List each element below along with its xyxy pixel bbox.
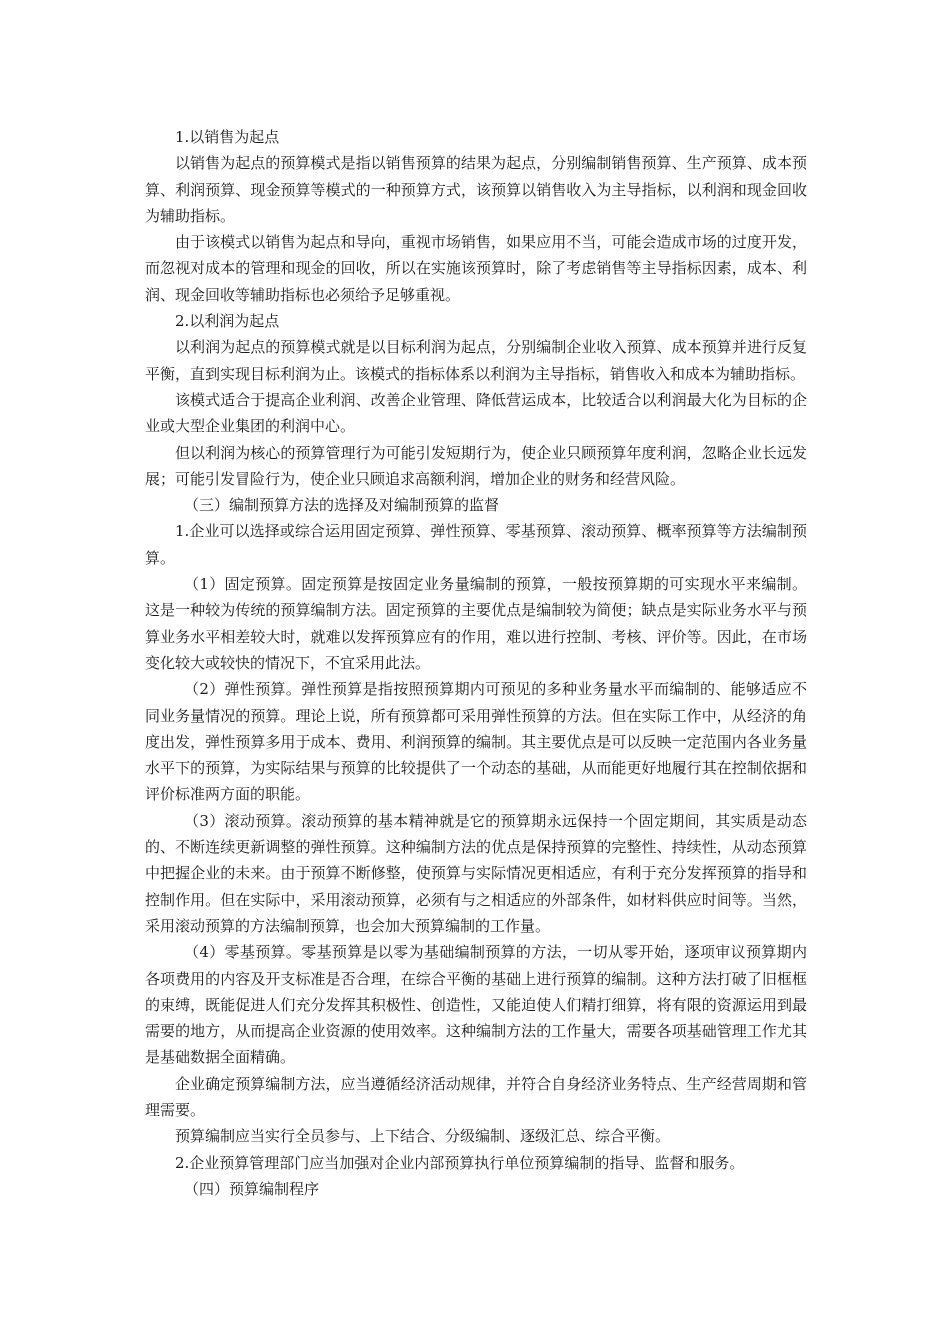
paragraph-profit-model-risk: 但以利润为核心的预算管理行为可能引发短期行为，使企业只顾预算年度利润，忽略企业长远发展；可能引发冒险行为，使企业只顾追求高额利润，增加企业的财务和经营风险。 (145, 443, 807, 488)
paragraph-sales-model-risk: 由于该模式以销售为起点和导向，重视市场销售，如果应用不当，可能会造成市场的过度开发，而忽视对成本的管理和现金的回收，所以在实施该预算时，除了考虑销售等主导指标因素，成本、利润、现金回收等辅助指标也必须给予足够重视。 (145, 233, 807, 304)
section-heading-profit-start: 2.以利润为起点 (175, 312, 280, 331)
paragraph-profit-model-suitability: 该模式适合于提高企业利润、改善企业管理、降低营运成本，比较适合以利润最大化为目标的企业或大型企业集团的利润中心。 (145, 390, 807, 436)
paragraph-sales-model-definition: 以销售为起点的预算模式是指以销售预算的结果为起点，分别编制销售预算、生产预算、成本预算、利润预算、现金预算等模式的一种预算方式，该预算以销售收入为主导指标，以利润和现金回收为辅助指标。 (145, 154, 807, 225)
paragraph-fixed-budget: （1）固定预算。固定预算是按固定业务量编制的预算，一般按预算期的可实现水平来编制。这是一种较为传统的预算编制方法。固定预算的主要优点是编制较为简便；缺点是实际业务水平与预算业务水平相差较大时，就难以发挥预算应有的作用，难以进行控制、考核、评价等。因此，在市场变化较大或较快的情况下，不宜采用此法。 (145, 575, 807, 672)
paragraph-method-list: 1.企业可以选择或综合运用固定预算、弹性预算、零基预算、滚动预算、概率预算等方法编制预算。 (145, 522, 807, 567)
paragraph-zero-based-budget: （4）零基预算。零基预算是以零为基础编制预算的方法，一切从零开始，逐项审议预算期内各项费用的内容及开支标准是否合理，在综合平衡的基础上进行预算的编制。这种方法打破了旧框框的束缚，既能促进人们充分发挥其积极性、创造性，又能迫使人们精打细算，将有限的资源运用到最需要的地方，从而提高企业资源的使用效率。这种编制方法的工作量大，需要各项基础管理工作尤其是基础数据全面精确。 (145, 943, 807, 1067)
paragraph-flexible-budget: （2）弹性预算。弹性预算是指按照预算期内可预见的多种业务量水平而编制的、能够适应不同业务量情况的预算。理论上说，所有预算都可采用弹性预算的方法。但在实际工作中，从经济的角度出发，弹性预算多用于成本、费用、利润预算的编制。其主要优点是可以反映一定范围内各业务量水平下的预算，为实际结果与预算的比较提供了一个动态的基础，从而能更好地履行其在控制依据和评价标准两方面的职能。 (145, 680, 807, 804)
section-heading-method-selection: （三）编制预算方法的选择及对编制预算的监督 (184, 496, 500, 515)
section-heading-procedure: （四）预算编制程序 (184, 1179, 320, 1198)
paragraph-participation: 预算编制应当实行全员参与、上下结合、分级编制、逐级汇总、综合平衡。 (175, 1127, 671, 1146)
paragraph-profit-model-definition: 以利润为起点的预算模式就是以目标利润为起点，分别编制企业收入预算、成本预算并进行反复平衡，直到实现目标利润为止。该模式的指标体系以利润为主导指标，销售收入和成本为辅助指标。 (145, 338, 807, 383)
document-page (145, 124, 807, 1202)
section-heading-sales-start: 1.以销售为起点 (175, 128, 280, 146)
paragraph-rolling-budget: （3）滚动预算。滚动预算的基本精神就是它的预算期永远保持一个固定期间，其实质是动态的、不断连续更新调整的弹性预算。这种编制方法的优点是保持预算的完整性、持续性，从动态预算中把握企业的未来。由于预算不断修整，使预算与实际情况更相适应，有利于充分发挥预算的指导和控制作用。但在实际中，采用滚动预算，必须有与之相适应的外部条件，如材料供应时间等。当然，采用滚动预算的方法编制预算，也会加大预算编制的工作量。 (145, 811, 807, 935)
paragraph-supervision: 2.企业预算管理部门应当加强对企业内部预算执行单位预算编制的指导、监督和服务。 (175, 1153, 745, 1172)
paragraph-method-principles: 企业确定预算编制方法，应当遵循经济活动规律，并符合自身经济业务特点、生产经营周期和管理需要。 (145, 1074, 807, 1119)
